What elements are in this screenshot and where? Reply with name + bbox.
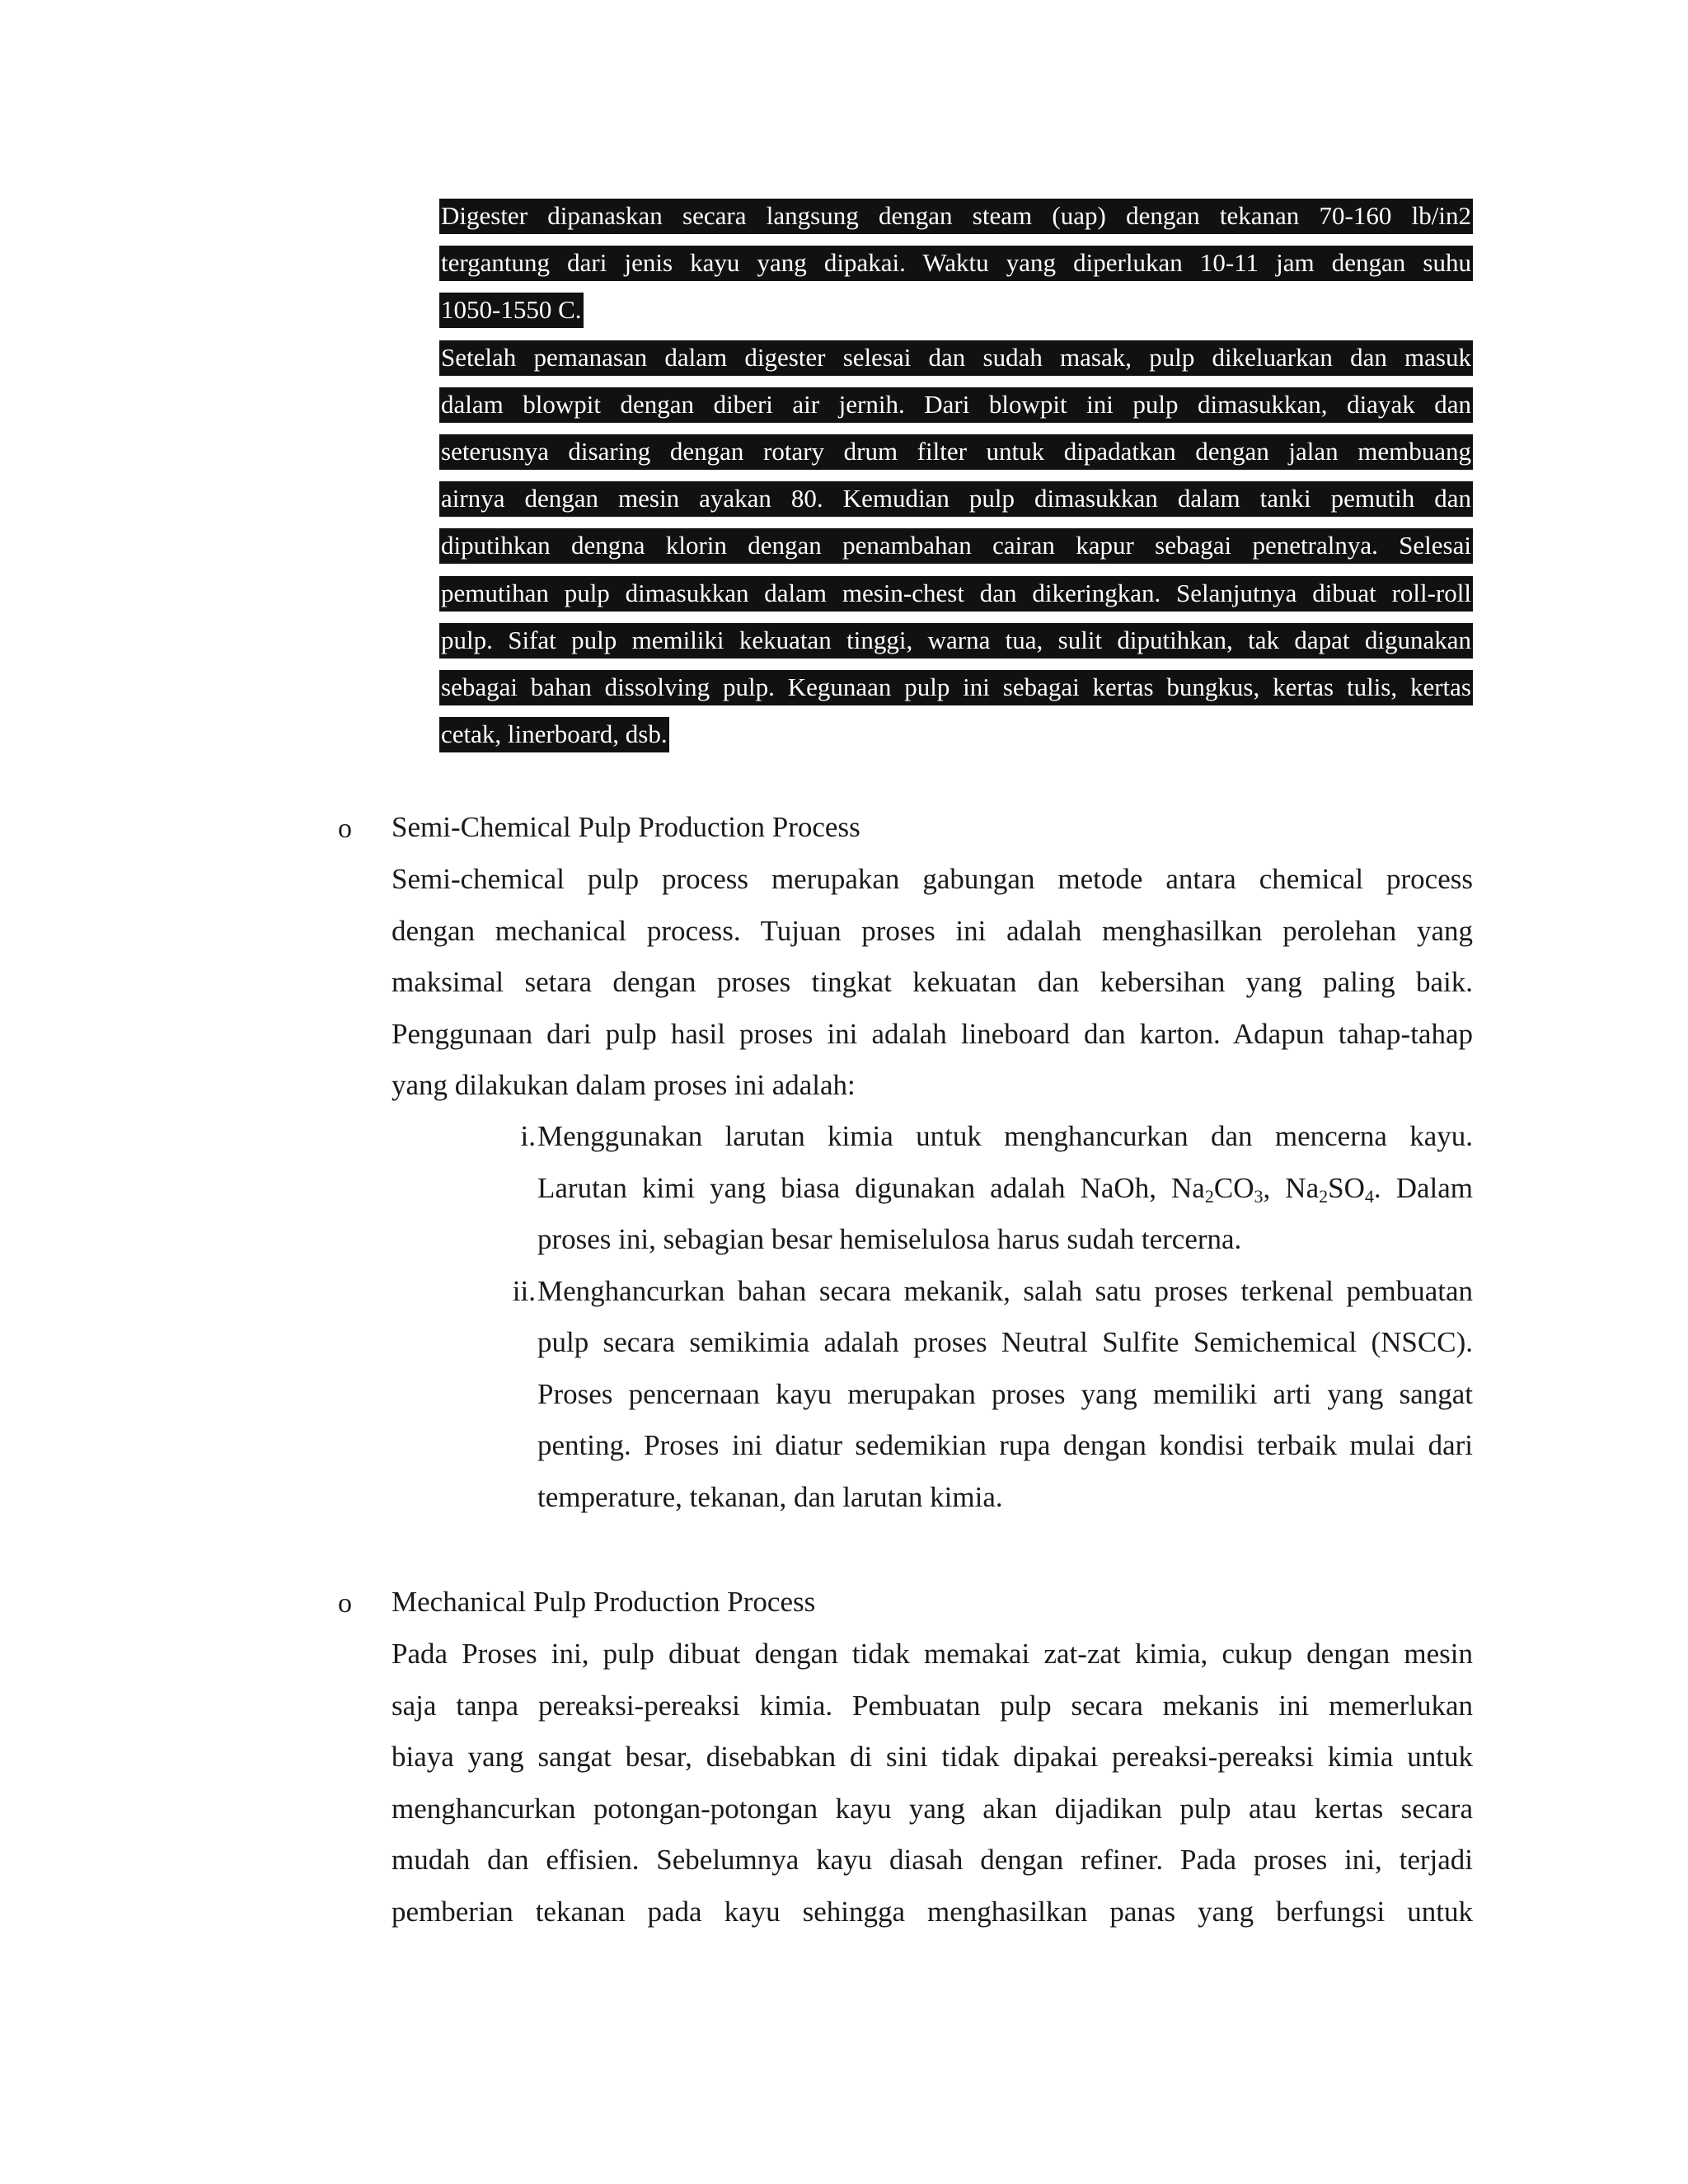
paragraph-line: biaya yang sangat besar, disebabkan di sini tidak dipakai pereaksi-pereaksi kimia untuk <box>392 1741 1473 1773</box>
paragraph-line: pemberian tekanan pada kayu sehingga menghasilkan panas yang berfungsi untuk <box>392 1895 1473 1928</box>
list-line: penting. Proses ini diatur sedemikian rupa dengan kondisi terbaik mulai dari <box>537 1429 1473 1461</box>
highlighted-line: cetak, linerboard, dsb. <box>439 710 1473 757</box>
paragraph-line: maksimal setara dengan proses tingkat kekuatan dan kebersihan yang paling baik. <box>392 966 1473 998</box>
paragraph-line: mudah dan effisien. Sebelumnya kayu diasah dengan refiner. Pada proses ini, terjadi <box>392 1844 1473 1876</box>
highlighted-text-block <box>439 192 1473 757</box>
section-bullet: o <box>338 1588 352 1619</box>
paragraph-line: yang dilakukan dalam proses ini adalah: <box>392 1069 856 1101</box>
highlighted-line: dalam blowpit dengan diberi air jernih. Dari blowpit ini pulp dimasukkan, diayak dan <box>439 381 1473 428</box>
highlighted-line: Digester dipanaskan secara langsung dengan steam (uap) dengan tekanan 70-160 lb/in2 <box>439 192 1473 239</box>
paragraph-line: menghancurkan potongan-potongan kayu yang akan dijadikan pulp atau kertas secara <box>392 1792 1473 1825</box>
list-line: Menggunakan larutan kimia untuk menghancurkan dan mencerna kayu. <box>537 1120 1473 1152</box>
numbered-list <box>478 1111 1473 1523</box>
list-line: Proses pencernaan kayu merupakan proses yang memiliki arti yang sangat <box>537 1377 1473 1410</box>
list-marker: ii. <box>512 1274 536 1307</box>
list-line: pulp secara semikimia adalah proses Neutral Sulfite Semichemical (NSCC). <box>537 1326 1473 1358</box>
paragraph-line: dengan mechanical process. Tujuan proses ini adalah menghasilkan perolehan yang <box>392 914 1473 947</box>
highlighted-line: 1050-1550 C. <box>439 286 1473 333</box>
section-title: Mechanical Pulp Production Process <box>392 1586 816 1618</box>
highlighted-line: tergantung dari jenis kayu yang dipakai. Waktu yang diperlukan 10-11 jam dengan suhu <box>439 239 1473 286</box>
paragraph-line: Pada Proses ini, pulp dibuat dengan tidak memakai zat-zat kimia, cukup dengan mesin <box>392 1638 1473 1670</box>
section-paragraph <box>392 1629 1473 1938</box>
paragraph-line: Penggunaan dari pulp hasil proses ini adalah lineboard dan karton. Adapun tahap-tahap <box>392 1017 1473 1050</box>
section-title: Semi-Chemical Pulp Production Process <box>392 811 860 843</box>
list-item <box>478 1266 1473 1524</box>
highlighted-line: Setelah pemanasan dalam digester selesai dan sudah masak, pulp dikeluarkan dan masuk <box>439 334 1473 381</box>
section-paragraph <box>392 854 1473 1112</box>
section-bullet: o <box>338 813 352 844</box>
list-line: temperature, tekanan, dan larutan kimia. <box>537 1480 1003 1513</box>
list-line-chemicals: Larutan kimi yang biasa digunakan adalah NaOh, $Na_2CO_3$, $Na_2SO_4$. Dalam <box>537 1171 1474 1207</box>
paragraph-line: saja tanpa pereaksi-pereaksi kimia. Pembuatan pulp secara mekanis ini memerlukan <box>392 1689 1473 1722</box>
list-line: Menghancurkan bahan secara mekanik, salah satu proses terkenal pembuatan <box>537 1274 1473 1307</box>
highlighted-line: sebagai bahan dissolving pulp. Kegunaan pulp ini sebagai kertas bungkus, kertas tulis, kertas <box>439 663 1473 710</box>
highlighted-line: pulp. Sifat pulp memiliki kekuatan tinggi, warna tua, sulit diputihkan, tak dapat digunakan <box>439 616 1473 663</box>
list-line: proses ini, sebagian besar hemiselulosa harus sudah tercerna. <box>537 1223 1242 1255</box>
highlighted-line: seterusnya disaring dengan rotary drum filter untuk dipadatkan dengan jalan membuang <box>439 428 1473 475</box>
highlighted-line: diputihkan dengna klorin dengan penambahan cairan kapur sebagai penetralnya. Selesai <box>439 522 1473 569</box>
highlighted-line: airnya dengan mesin ayakan 80. Kemudian pulp dimasukkan dalam tanki pemutih dan <box>439 475 1473 522</box>
highlighted-line: pemutihan pulp dimasukkan dalam mesin-chest dan dikeringkan. Selanjutnya dibuat roll-roll <box>439 569 1473 616</box>
list-marker: i. <box>520 1120 536 1152</box>
paragraph-line: Semi-chemical pulp process merupakan gabungan metode antara chemical process <box>392 863 1473 895</box>
list-item <box>478 1111 1473 1266</box>
